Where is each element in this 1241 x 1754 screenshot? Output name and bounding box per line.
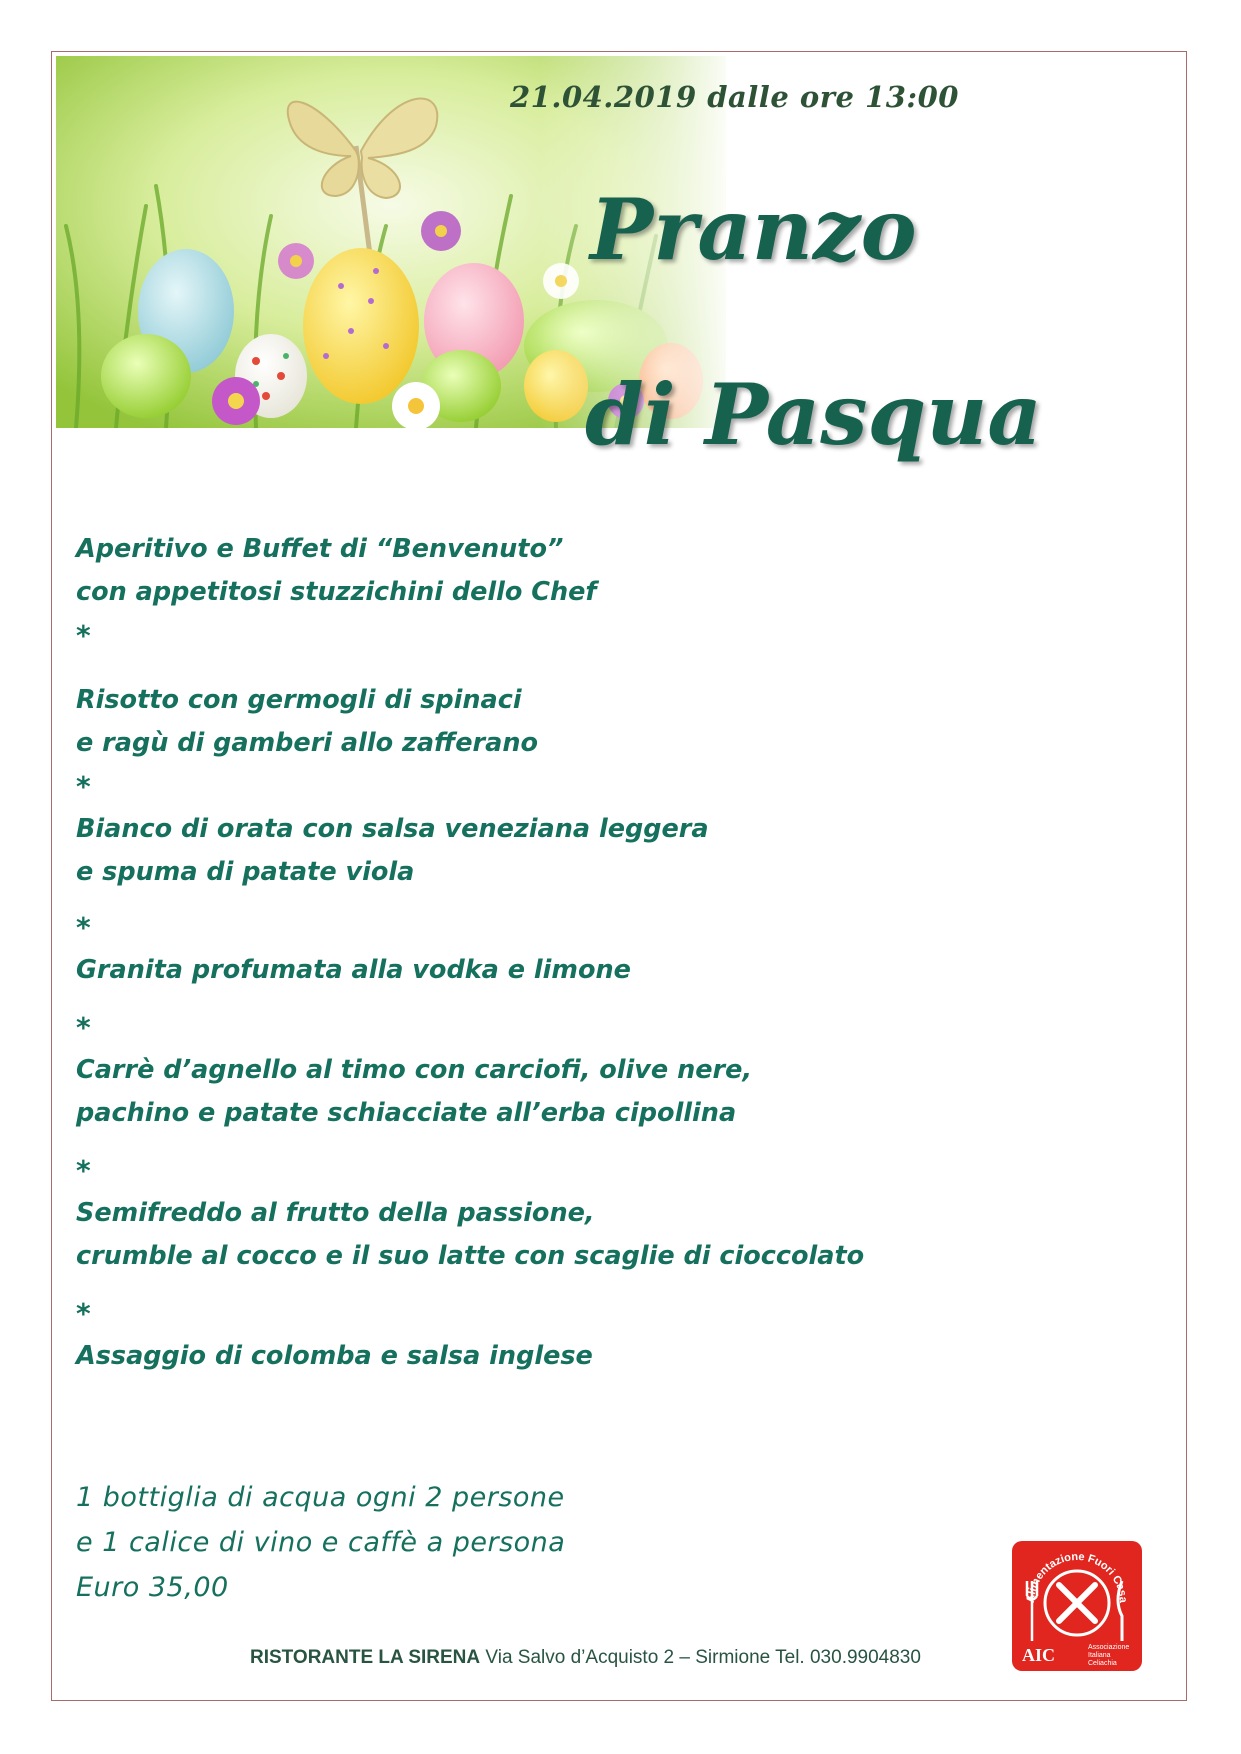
- menu-line: e ragù di gamberi allo zafferano: [76, 728, 539, 758]
- menu-line: con appetitosi stuzzichini dello Chef: [76, 577, 597, 607]
- menu-separator: *: [76, 1297, 91, 1330]
- price: Euro 35,00: [76, 1572, 229, 1603]
- title-line-2: di Pasqua: [585, 365, 1042, 464]
- menu-separator: *: [76, 911, 91, 944]
- drinks-line-1: 1 bottiglia di acqua ogni 2 persone: [76, 1482, 565, 1513]
- logo-abbrev: AIC: [1022, 1645, 1056, 1665]
- menu-separator: *: [76, 1011, 91, 1044]
- logo-org-line-2: Italiana: [1088, 1652, 1111, 1659]
- menu-line: Granita profumata alla vodka e limone: [76, 955, 631, 985]
- menu-line: Assaggio di colomba e salsa inglese: [76, 1341, 593, 1371]
- menu-separator: *: [76, 619, 91, 652]
- menu-spacer: [76, 1135, 1076, 1149]
- menu-list: [76, 528, 1076, 1378]
- drinks-line-2: e 1 calice di vino e caffè a persona: [76, 1527, 566, 1558]
- menu-line: e spuma di patate viola: [76, 857, 415, 887]
- logo-org-line-3: Celiachia: [1088, 1660, 1117, 1667]
- footer-contact: [250, 1647, 921, 1669]
- address-phone: Via Salvo d’Acquisto 2 – Sirmione Tel. 030.9904830: [480, 1647, 921, 1668]
- menu-spacer: [76, 894, 1076, 906]
- menu-line: Aperitivo e Buffet di “Benvenuto”: [76, 534, 564, 564]
- menu-spacer: [76, 992, 1076, 1006]
- drinks-and-price: [76, 1475, 565, 1610]
- logo-org-line-1: Associazione: [1088, 1644, 1130, 1651]
- logo-arc-text: Alimentazione Fuori Casa: [1024, 1550, 1130, 1604]
- menu-separator: *: [76, 770, 91, 803]
- menu-line: Carrè d’agnello al timo con carciofi, olive nere,: [76, 1055, 753, 1085]
- menu-line: Semifreddo al frutto della passione,: [76, 1198, 595, 1228]
- menu-line: crumble al cocco e il suo latte con scaglie di cioccolato: [76, 1241, 865, 1271]
- menu-separator: *: [76, 1154, 91, 1187]
- menu-line: Bianco di orata con salsa veneziana leggera: [76, 814, 709, 844]
- menu-spacer: [76, 657, 1076, 679]
- aic-logo: [1012, 1541, 1142, 1671]
- menu-line: Risotto con germogli di spinaci: [76, 685, 522, 715]
- title-line-1: Pranzo: [590, 180, 917, 279]
- menu-spacer: [76, 1278, 1076, 1292]
- restaurant-name: RISTORANTE LA SIRENA: [250, 1647, 481, 1668]
- menu-line: pachino e patate schiacciate all’erba cipollina: [76, 1098, 737, 1128]
- event-date: 21.04.2019 dalle ore 13:00: [510, 80, 959, 114]
